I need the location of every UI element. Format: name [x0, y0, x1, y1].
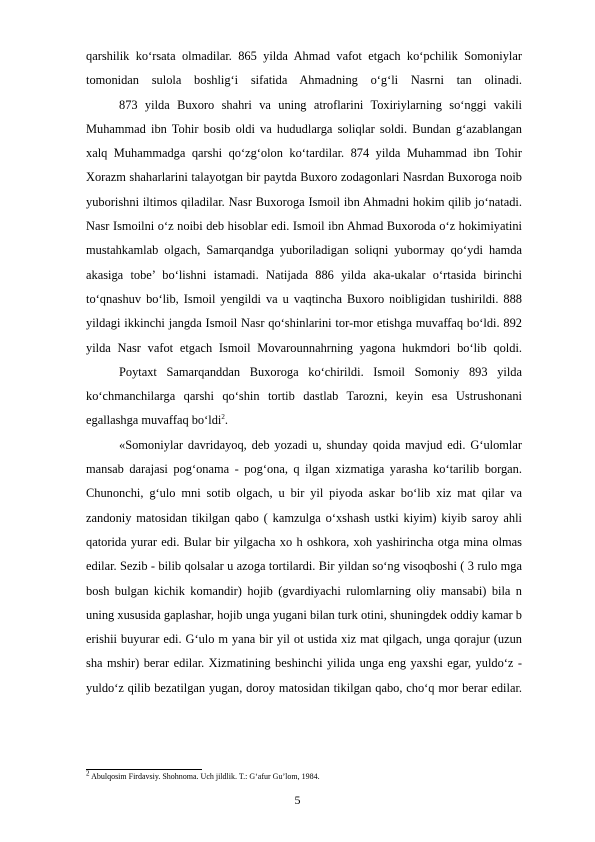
text-line: edilar. Xizmatining beshinchi yilida unga eng yaxshi egar, yuldo‘z - yuldo‘z qilib — [86, 656, 522, 695]
text-line: bo‘lishni istamadi. Natijada 886 yilda aka-ukalar o‘rtasida birinchi to‘qnashuv — [86, 267, 522, 306]
text-line: g‘azablangan xalq Muhammadga qarshi qo‘zg‘olon ko‘tardilar. 874 yilda — [86, 121, 522, 161]
paragraph-3: Poytaxt Samarqanddan Buxoroga ko‘chirildi. Ismoil Somoniy 893 yilda ko‘chmanchilarga qarshi qo‘shin tortib dastlab Tarozni, keyin esa Ustrushonani egallashga muvaffaq bo‘ldi$^2$. — [86, 364, 522, 428]
text-line: yilda Nasr vafot etgach Ismoil Movarounnahrning yagona hukmdori bo‘lib qoldi. — [86, 340, 522, 355]
text-line: unga yugani bilan turk otini, shuningdek oddiy kamar b erishii buyurar edi. G‘ulo — [86, 607, 522, 647]
text-line: egallashga muvaffaq bo‘ldi — [86, 413, 222, 428]
text-line: edi. Ismoil ibn Ahmad Buxoroda o‘z hokimiyatini mustahkamlab olgach, — [86, 219, 522, 258]
text-line: qarshilik ko‘rsata olmadilar. 865 yilda Ahmad vafot etgach ko‘pchilik Somoniylar — [86, 49, 522, 63]
text-line: G‘ulomlar mansab darajasi pog‘onama - pog‘ona, q ilgan xizmatiga yarasha — [86, 437, 522, 477]
footnote-text: Abulqosim Firdavsiy. Shohnoma. Uch jildlik. T.: G‘afur Gu’lom, 1984. — [91, 772, 320, 781]
paragraph-2 — [86, 93, 522, 360]
paragraph-4 — [86, 433, 522, 700]
footnote-reference[interactable]: 2 — [221, 413, 225, 422]
text-line: ko‘chmanchilarga qarshi qo‘shin tortib dastlab Tarozni, keyin esa Ustrushonani — [86, 389, 522, 404]
text-line: ikkinchi jangda Ismoil Nasr qo‘shinlarini tor-mor etishga muvaffaq bo‘ldi. 892 — [124, 316, 522, 331]
page-number: 5 — [294, 793, 301, 807]
text-line: 873 yilda Buxoro shahri va uning atroflarini Toxiriylarning so‘nggi vakili — [119, 97, 522, 112]
text-line: «Somoniylar davridayoq, deb yozadi u, shunday qoida mavjud edi. — [119, 437, 466, 452]
text-line: Muhammad ibn Tohir bosib oldi va hududlarga soliqlar soldi. Bundan — [86, 121, 451, 136]
text-line: Muhammad ibn Tohir Xorazm shaharlarini talayotgan bir paytda Buxoro — [86, 146, 522, 185]
text-line: kiyim) kiyib saroy ahli qatorida yurar edi. Bular bir yilgacha xo h oshkora, xoh — [86, 510, 522, 549]
text-line: Poytaxt Samarqanddan Buxoroga ko‘chirildi. Ismoil Somoniy 893 yilda — [119, 364, 522, 379]
text-line: yashirincha otga mina olmas edilar. Sezib - bilib qolsalar u azoga tortilardi. Bir — [86, 534, 522, 574]
text-line: bo‘lib, Ismoil yengildi va u vaqtincha Buxoro noibligidan tushirildi. 888 yildagi — [86, 291, 522, 331]
footnote — [86, 771, 320, 782]
text-line: tomonidan sulola boshlig‘i sifatida Ahmadning o‘g‘li Nasrni tan olinadi. — [86, 73, 522, 88]
text-line: zodagonlari Nasrdan Buxoroga noib yuborishni iltimos qiladilar. Nasr Buxoroga — [86, 170, 522, 209]
text-line: m yana bir yil ot ustida xiz mat qilgach, unga qorajur (uzun sha mshir) berar — [86, 632, 522, 671]
text-line: bezatilgan yugan, doroy matosidan tikilgan qabo, cho‘q mor berar edilar. — [154, 680, 522, 695]
text-line: Ismoil ibn Ahmadni hokim qilib jo‘natadi. Nasr Ismoilni o‘z noibi deb hisoblar — [86, 194, 522, 234]
text-line: xiz mat qilar va zandoniy matosidan tikilgan qabo ( kamzulga o‘xshash ustki — [86, 486, 522, 525]
page-body — [86, 44, 522, 700]
footnote-number: 2 — [86, 769, 90, 778]
footnote-divider — [86, 769, 202, 770]
text-line: Samarqandga yuboriladigan soliqni yubormay qo‘ydi hamda akasiga tobe’ — [86, 243, 522, 282]
text-line: (gvardiyachi rulomlarning oliy mansabi) bila n uning xususida gaplashar, hojib — [86, 583, 522, 622]
text-line: ko‘tarilib borgan. Chunonchi, g‘ulo mni sotib olgach, u bir yil piyoda askar bo‘lib — [86, 462, 522, 501]
paragraph-1 — [86, 44, 522, 93]
text-line: yildan so‘ng visoqboshi ( 3 rulo mga bosh bulgan kichik komandir) hojib — [86, 559, 522, 598]
